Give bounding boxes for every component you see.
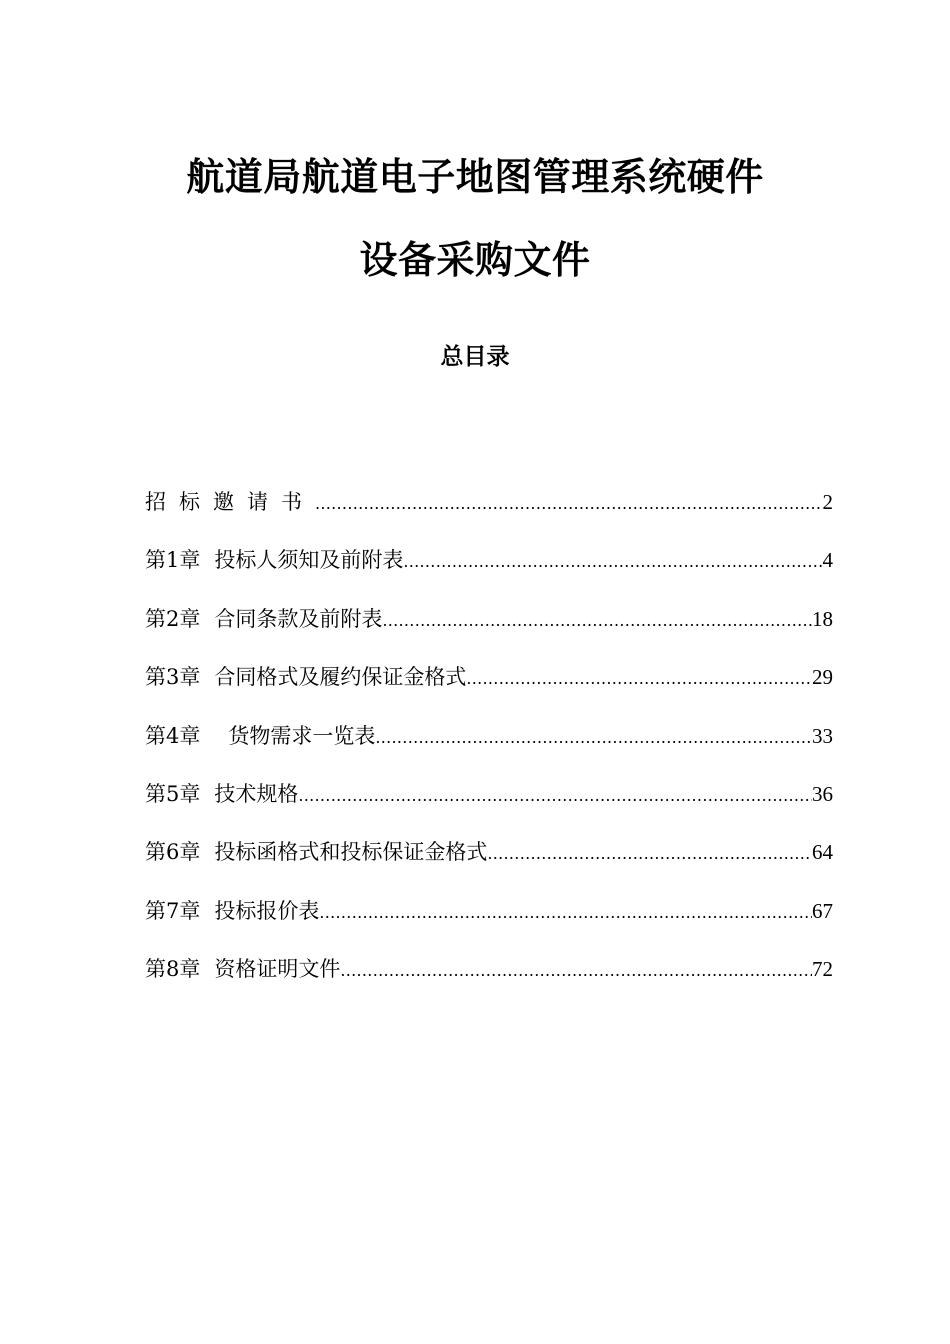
toc-page-number: 64 [812, 840, 833, 865]
toc-dot-leader [319, 895, 812, 931]
toc-dot-leader [375, 720, 812, 756]
toc-page-number: 36 [812, 781, 833, 806]
toc-chapter-label: 第3章 [145, 665, 201, 690]
toc-entry-chapter-8[interactable] [145, 951, 833, 1009]
toc-entry-chapter-3[interactable] [145, 659, 833, 717]
toc-dot-leader [340, 953, 812, 989]
toc-entry-title: 投标函格式和投标保证金格式 [214, 840, 488, 865]
toc-dot-leader [487, 836, 812, 872]
toc-entry-invitation[interactable] [145, 484, 833, 542]
toc-heading: 总目录 [440, 344, 510, 370]
toc-page-number: 2 [822, 490, 833, 514]
toc-entry-chapter-7[interactable] [145, 893, 833, 951]
toc-page-number: 33 [812, 723, 833, 748]
document-title-line-1: 航道局航道电子地图管理系统硬件 [186, 155, 764, 199]
toc-dot-leader [382, 603, 812, 639]
toc-chapter-label: 第2章 [145, 606, 201, 631]
toc-dot-leader [315, 486, 823, 522]
toc-page-number: 29 [812, 665, 833, 690]
toc-entry-title: 货物需求一览表 [228, 723, 376, 748]
toc-entry-title: 合同格式及履约保证金格式 [214, 665, 467, 690]
toc-entry-title: 技术规格 [214, 781, 299, 806]
toc-entry-chapter-6[interactable] [145, 834, 833, 892]
toc-chapter-label: 第7章 [145, 898, 201, 923]
toc-chapter-label: 第5章 [145, 781, 201, 806]
toc-page-number: 67 [812, 898, 833, 923]
toc-entry-chapter-4[interactable] [145, 718, 833, 776]
toc-entry-title: 投标报价表 [214, 898, 320, 923]
toc-dot-leader [466, 661, 812, 697]
toc-chapter-label: 第1章 [145, 548, 201, 573]
toc-entry-chapter-2[interactable] [145, 601, 833, 659]
toc-chapter-label: 第6章 [145, 840, 201, 865]
document-title-line-2: 设备采购文件 [359, 238, 591, 282]
toc-chapter-label: 第8章 [145, 957, 201, 982]
table-of-contents [145, 484, 833, 1010]
toc-entry-chapter-5[interactable] [145, 776, 833, 834]
toc-entry-title: 投标人须知及前附表 [214, 548, 404, 573]
toc-page-number: 4 [822, 548, 833, 573]
toc-page-number: 18 [812, 606, 833, 631]
toc-page-number: 72 [812, 957, 833, 982]
toc-dot-leader [403, 544, 822, 580]
toc-dot-leader [298, 778, 812, 814]
toc-entry-title: 资格证明文件 [214, 957, 341, 982]
toc-chapter-label: 第4章 [145, 723, 201, 748]
toc-entry-title: 合同条款及前附表 [214, 606, 383, 631]
toc-entry-chapter-1[interactable] [145, 542, 833, 600]
toc-entry-title: 招标邀请书 [145, 490, 315, 514]
